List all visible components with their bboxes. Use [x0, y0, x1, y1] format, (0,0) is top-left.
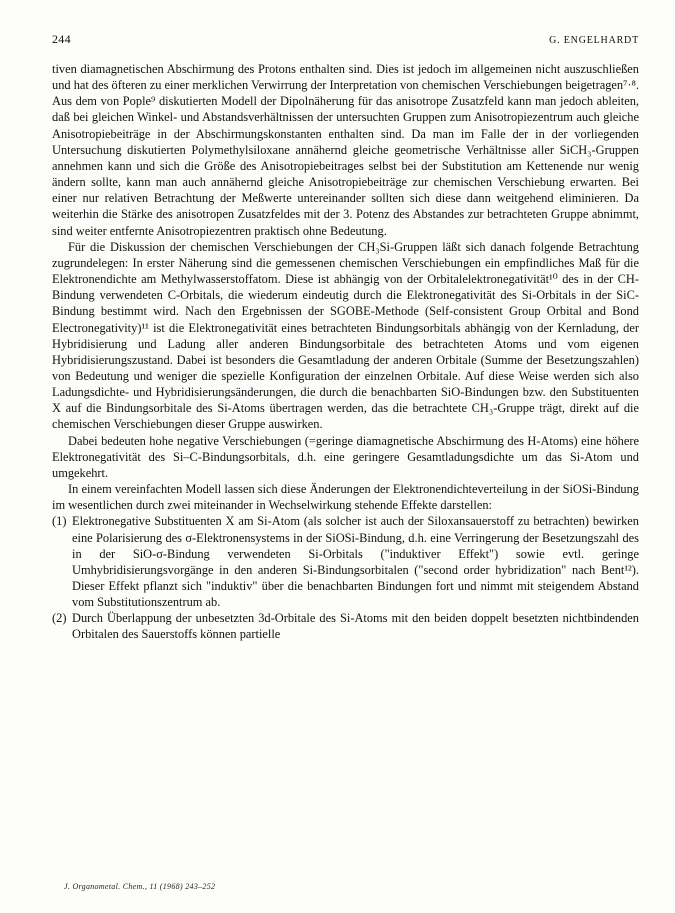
running-head-author: G. ENGELHARDT — [549, 35, 639, 46]
paragraph-negative-shifts: Dabei bedeuten hohe negative Verschiebungen (=geringe diamagnetische Abschirmung des H-Atoms) eine höhere Elektronegativität des Si–C-Bindungsorbitals, d.h. eine geringere Gesamtladungsdichte um das Si-Atom und umgekehrt. — [52, 433, 639, 480]
list-item-text: Elektronegative Substituenten X am Si-Atom (als solcher ist auch der Siloxansauerstoff zu betrachten) bewirken eine Polarisierung des σ-Elektronensystems in der SiOSi-Bindung, d.h. eine Verringerung der Besetzungszahl des in der SiO-σ-Bindung verwendeten Si-Orbitals ("induktiver Effekt") sowie evtl. geringe Umhybridisierungsvorgänge in den anderen Si-Bindungsorbitalen ("second order hybridization" nach Bent¹²). Dieser Effekt pflanzt sich "induktiv" über die benachbarten Bindungen fort und nimmt mit steigendem Abstand vom Substitutionszentrum ab. — [72, 514, 639, 610]
paragraph-continuation: tiven diamagnetischen Abschirmung des Protons enthalten sind. Dies ist jedoch im allgemeinen nicht auszuschließen und hat des öfteren zu einer merklichen Verwirrung der Interpretation von chemischen Verschiebungen beigetragen⁷·⁸. Aus dem von Pople⁹ diskutierten Modell der Dipolnäherung für das anisotrope Zusatzfeld kann man jedoch ableiten, daß bei gleichen Winkel- und Abstandsverhältnissen der untersuchten Gruppen zum Anisotropiezentrum auch gleiche Anisotropiebeiträge in der Abschirmungskonstanten enthalten sind. Da man im Falle der in der vorliegenden Untersuchung diskutierten Polymethylsiloxane annähernd gleiche geometrische Verhältnisse aller SiCH₃-Gruppen annehmen kann und sich die Größe des Anisotropiebeitrages selbst bei der Substitution am Kettenende nur wenig ändern sollte, kann man auch annähernd gleiche Anisotropiebeiträge zur chemischen Verschiebung erwarten. Bei einer nur relativen Betrachtung der Meßwerte untereinander sollten sich diese dann weitgehend eliminieren. Da weiterhin die Stärke des anisotropen Zusatzfeldes mit der 3. Potenz des Abstandes zur betrachteten Gruppe abnimmt, sind weiter entfernte Anisotropiezentren praktisch ohne Bedeutung. — [52, 62, 639, 238]
list-item-number: (2) — [52, 611, 67, 626]
list-item — [52, 513, 639, 610]
list-item-text: Durch Überlappung der unbesetzten 3d-Orbitale des Si-Atoms mit den beiden doppelt besetzten nichtbindenden Orbitalen des Sauerstoffs können partielle — [72, 611, 639, 642]
article-body — [52, 61, 639, 643]
list-item — [52, 610, 639, 642]
paragraph-discussion: Für die Diskussion der chemischen Verschiebungen der CH₃Si-Gruppen läßt sich danach folgende Betrachtung zugrundelegen: In erster Näherung sind die gemessenen chemischen Verschiebungen ein empfindliches Maß für die Elektronendichte am Methylwasserstoffatom. Diese ist abhängig von der Orbitalelektronegativität¹⁰ des in der CH-Bindung verwendeten C-Orbitals, die wiederum eindeutig durch die Elektronegativität des Si-Orbitals in der SiC-Bindung bestimmt wird. Nach den Ergebnissen der SGOBE-Methode (Self-consistent Group Orbital and Bond Electronegativity)¹¹ ist die Elektronegativität eines betrachteten Bindungsorbitals abhängig von der Kernladung, der Hybridisierung und Ladung aller anderen Bindungsorbitale des betrachteten Atoms und vom eigenen Hybridisierungszustand. Dabei ist besonders die Gesamtladung der anderen Orbitale (Summe der Besetzungszahlen) von Bedeutung und weniger die spezielle Konfiguration der einzelnen Orbitale. Auf diese Weise werden sich also Ladungsdichte- und Hybridisierungsänderungen, die durch die benachbarten SiO-Bindungen bzw. den Substituenten X auf die Bindungsorbitale des Si-Atoms übertragen werden, das die betrachtete CH₃-Gruppe trägt, direkt auf die chemischen Verschiebungen dieser Gruppe auswirken. — [52, 239, 639, 432]
journal-citation-footer: J. Organometal. Chem., 11 (1968) 243–252 — [64, 882, 216, 891]
list-item-number: (1) — [52, 514, 67, 529]
effects-list — [52, 513, 639, 642]
page-number: 244 — [52, 32, 71, 46]
running-head — [52, 32, 639, 47]
paragraph-model: In einem vereinfachten Modell lassen sich diese Änderungen der Elektronendichteverteilung in der SiOSi-Bindung im wesentlichen durch zwei miteinander in Wechselwirkung stehende Effekte darstellen: — [52, 482, 639, 513]
